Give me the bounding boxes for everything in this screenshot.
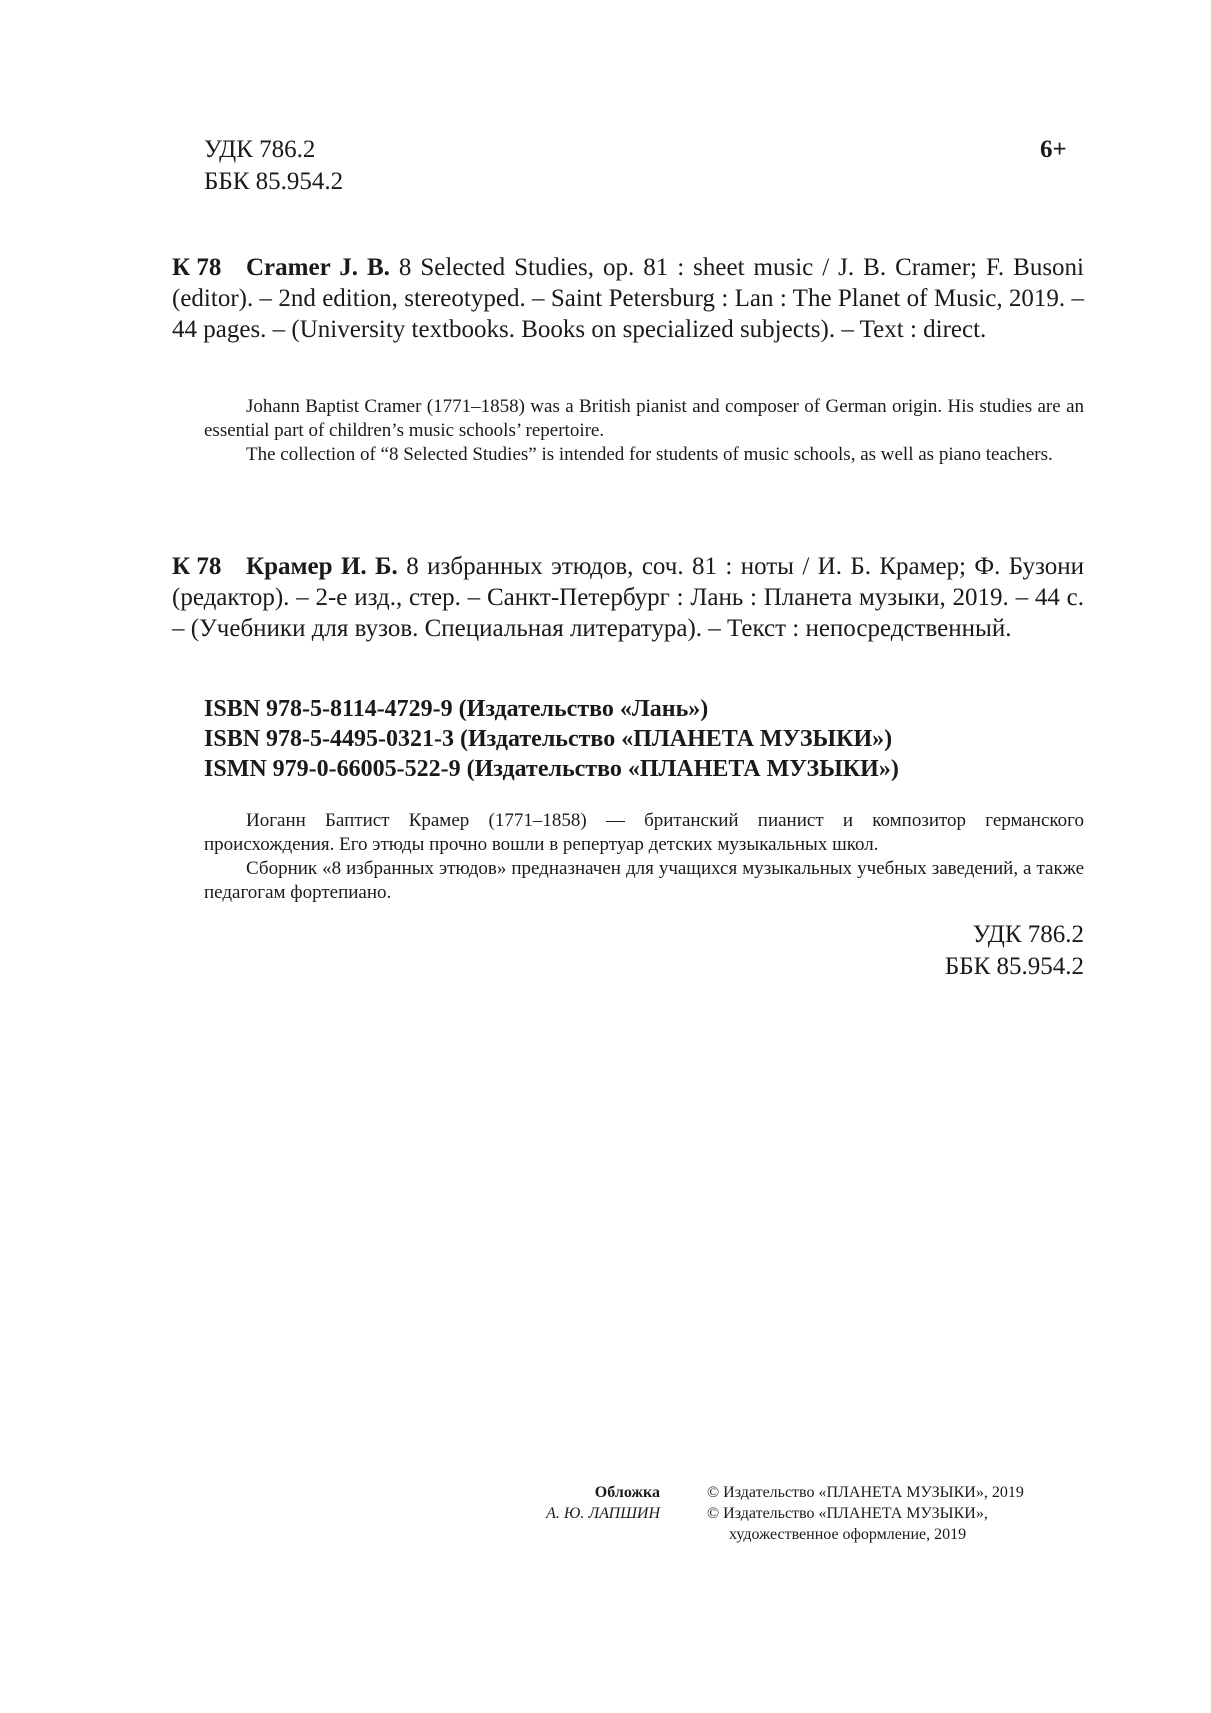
isbn-line: ISBN 978-5-4495-0321-3 (Издательство «ПЛАНЕТА МУЗЫКИ») <box>204 726 893 752</box>
cover-credit <box>520 1482 660 1524</box>
entry-text <box>172 551 1084 644</box>
age-rating: 6+ <box>1040 136 1067 163</box>
annotation-english <box>204 395 1084 467</box>
classification-bottom <box>945 919 1084 983</box>
cover-label: Обложка <box>594 1484 660 1501</box>
catalog-entry-russian <box>172 551 1084 644</box>
bbk-code: ББК 85.954.2 <box>944 953 1084 980</box>
classification-top <box>204 134 343 198</box>
entry-author: Cramer J. B. <box>246 254 390 281</box>
copyright-line: художественное оформление, 2019 <box>729 1526 967 1543</box>
copyright-line: © Издательство «ПЛАНЕТА МУЗЫКИ», <box>707 1505 988 1522</box>
copyright-line: © Издательство «ПЛАНЕТА МУЗЫКИ», 2019 <box>707 1484 1024 1501</box>
isbn-block <box>204 694 899 784</box>
entry-description: 8 избранных этюдов, соч. 81 : ноты / И. Б. Крамер; Ф. Бузони (редактор). – 2-е изд., стер. – Санкт-Петербург : Лань : Планета музыки, 2019. – 44 с. – (Учебники для вузов. Специальная литература). – Текст : непосредственный. <box>172 553 1084 642</box>
catalog-entry-english <box>172 252 1084 345</box>
annotation-paragraph: The collection of “8 Selected Studies” is intended for students of music schools, as well as piano teachers. <box>246 444 1053 465</box>
annotation-paragraph: Johann Baptist Cramer (1771–1858) was a British pianist and composer of German origin. His studies are an essential part of children’s music schools’ repertoire. <box>204 396 1084 441</box>
annotation-paragraph: Иоганн Баптист Крамер (1771–1858) — британский пианист и композитор германского происхождения. Его этюды прочно вошли в репертуар детских музыкальных школ. <box>204 810 1084 855</box>
annotation-paragraph: Сборник «8 избранных этюдов» предназначен для учащихся музыкальных учебных заведений, а также педагогам фортепиано. <box>204 858 1084 903</box>
bbk-code: ББК 85.954.2 <box>204 168 344 195</box>
ismn-line: ISMN 979-0-66005-522-9 (Издательство «ПЛАНЕТА МУЗЫКИ») <box>204 756 899 782</box>
annotation-russian <box>204 809 1084 905</box>
entry-description: 8 Selected Studies, op. 81 : sheet music / J. B. Cramer; F. Busoni (editor). – 2nd edition, stereotyped. – Saint Petersburg : Lan : The Planet of Music, 2019. – 44 pages. – (University textbooks. Books on specialized subjects). – Text : direct. <box>172 254 1084 343</box>
udk-code: УДК 786.2 <box>972 921 1084 948</box>
entry-code: К 78 <box>172 553 222 580</box>
cover-designer: А. Ю. ЛАПШИН <box>546 1505 660 1522</box>
entry-text <box>172 252 1084 345</box>
isbn-line: ISBN 978-5-8114-4729-9 (Издательство «Лань») <box>204 696 709 722</box>
entry-author: Крамер И. Б. <box>246 553 398 580</box>
udk-code: УДК 786.2 <box>204 136 316 163</box>
entry-code: К 78 <box>172 254 222 281</box>
copyright-block <box>707 1482 1024 1545</box>
